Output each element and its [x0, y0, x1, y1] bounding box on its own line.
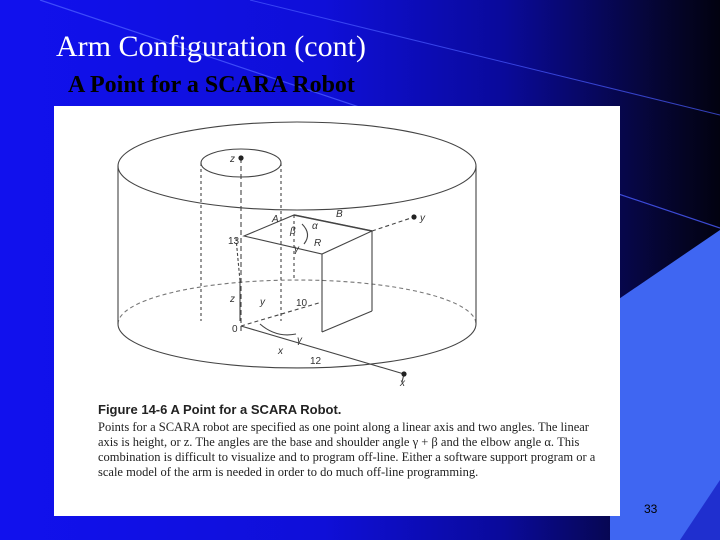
slide-title: Arm Configuration (cont): [56, 30, 366, 63]
label-13: 13: [228, 236, 240, 247]
label-12: 12: [310, 356, 322, 367]
label-gamma-upper: γ: [294, 244, 299, 255]
box-bottom-edge: [322, 311, 372, 332]
beta-arc: [302, 224, 308, 244]
slide-subtitle: A Point for a SCARA Robot: [68, 72, 355, 98]
top-z-dot: [238, 155, 243, 160]
figure-caption: [98, 402, 610, 480]
x-end-dot: [401, 371, 406, 376]
label-z-top: z: [230, 154, 235, 165]
page-number: 33: [644, 502, 658, 516]
label-10: 10: [296, 298, 308, 309]
label-gamma-lower: γ: [297, 335, 302, 346]
scara-figure: [54, 106, 620, 516]
label-r: R: [314, 238, 322, 249]
label-beta: β: [290, 226, 296, 237]
label-x-axis: x: [278, 346, 283, 357]
label-y-right: y: [420, 213, 425, 224]
deco-wedge: [610, 230, 720, 540]
y-end-dot: [411, 214, 416, 219]
label-y-axis: y: [260, 297, 265, 308]
label-x-right: x: [400, 378, 405, 389]
label-b: B: [336, 209, 343, 220]
caption-body: Points for a SCARA robot are specified as one point along a linear axis and two angles. The linear axis is height, or z. The angles are the base and shoulder angle γ + β and the elbow angle α. This combination is difficult to visualize and to program off-line. Either a software support program or a scale model of the arm is needed in order to do much off-line programming.: [98, 420, 596, 479]
caption-title: Figure 14-6 A Point for a SCARA Robot.: [98, 402, 342, 417]
y-axis-extension: [372, 217, 414, 231]
outer-cylinder-top: [118, 122, 476, 210]
label-a: A: [272, 214, 279, 225]
y-axis-base: [241, 302, 322, 326]
label-alpha: α: [312, 221, 318, 232]
label-z-axis: z: [230, 294, 235, 305]
x-axis-line: [241, 326, 404, 374]
label-origin: 0: [232, 324, 238, 335]
